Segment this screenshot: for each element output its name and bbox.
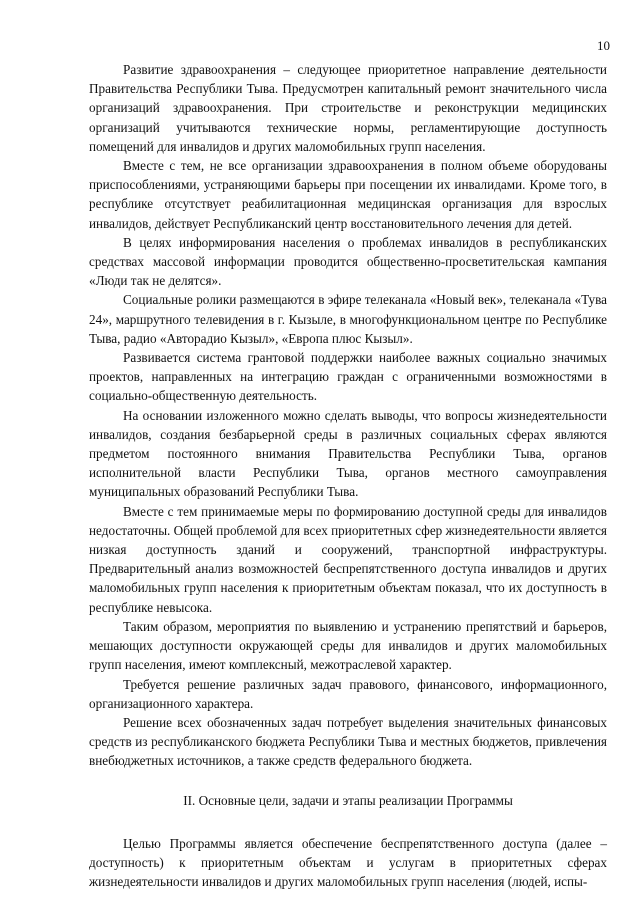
paragraph-social-ads: Социальные ролики размещаются в эфире телеканала «Новый век», телеканала «Тува 24», маршрутного телевидения в г. Кызыле, в многофункциональном центре по Республике Тыва, радио «Авторадио Кызыл», «Европа плюс Кызыл». bbox=[89, 292, 607, 346]
paragraph-funding: Решение всех обозначенных задач потребует выделения значительных финансовых средств из республиканского бюджета Республики Тыва и местных бюджетов, привлечения внебюджетных источников, а также средств федерального бюджета. bbox=[89, 714, 607, 769]
document-body bbox=[89, 60, 607, 891]
paragraph-media-campaign: В целях информирования населения о проблемах инвалидов в республиканских средствах массовой информации проводится общественно-просветительская кампания «Люди так не делятся». bbox=[89, 234, 607, 289]
paragraph-grant-support: Развивается система грантовой поддержки наиболее важных социально значимых проектов, направленных на интеграцию граждан с ограниченными возможностями в социально-общественную деятельность. bbox=[89, 350, 607, 404]
paragraph-tasks: Требуется решение различных задач правового, финансового, информационного, организационного характера. bbox=[89, 676, 607, 711]
paragraph-healthcare-equipment: Вместе с тем, не все организации здравоохранения в полном объеме оборудованы приспособлениями, устраняющими барьеры при посещении их инвалидами. Кроме того, в республике отсутствует реабилитационная медицинская организация для взрослых инвалидов, действует Республиканский центр восстановительного лечения для детей. bbox=[89, 158, 607, 231]
page-number: 10 bbox=[597, 38, 610, 53]
paragraph-complex-character: Таким образом, мероприятия по выявлению и устранению препятствий и барьеров, мешающих доступности окружающей среды для инвалидов и других маломобильных групп населения, имеют комплексный, межотраслевой характер. bbox=[89, 618, 607, 673]
paragraph-healthcare: Развитие здравоохранения – следующее приоритетное направление деятельности Правительства Республики Тыва. Предусмотрен капитальный ремонт значительного числа организаций здравоохранения. При строительстве и реконструкции медицинских организаций учитываются технические нормы, регламентирующие доступность помещений для инвалидов и других маломобильных групп населения. bbox=[89, 62, 607, 154]
paragraph-program-goal: Целью Программы является обеспечение беспрепятственного доступа (далее – доступность) к приоритетным объектам и услугам в приоритетных сферах жизнедеятельности инвалидов и других маломобильных групп населения (людей, испы- bbox=[89, 835, 607, 890]
paragraph-insufficient-measures: Вместе с тем принимаемые меры по формированию доступной среды для инвалидов недостаточны. Общей проблемой для всех приоритетных сфер жизнедеятельности является низкая доступность зданий и сооружений, транспортной инфраструктуры. Предварительный анализ возможностей беспрепятственного доступа инвалидов и других маломобильных групп населения к приоритетным объектам показал, что их доступность в республике невысока. bbox=[89, 503, 607, 615]
section-heading: II. Основные цели, задачи и этапы реализации Программы bbox=[183, 792, 513, 808]
paragraph-conclusions: На основании изложенного можно сделать выводы, что вопросы жизнедеятельности инвалидов, создания безбарьерной среды в различных социальных сферах являются предметом постоянного внимания Правительства Республики Тыва, органов исполнительной власти Республики Тыва, органов местного самоуправления муниципальных образований Республики Тыва. bbox=[89, 407, 607, 500]
